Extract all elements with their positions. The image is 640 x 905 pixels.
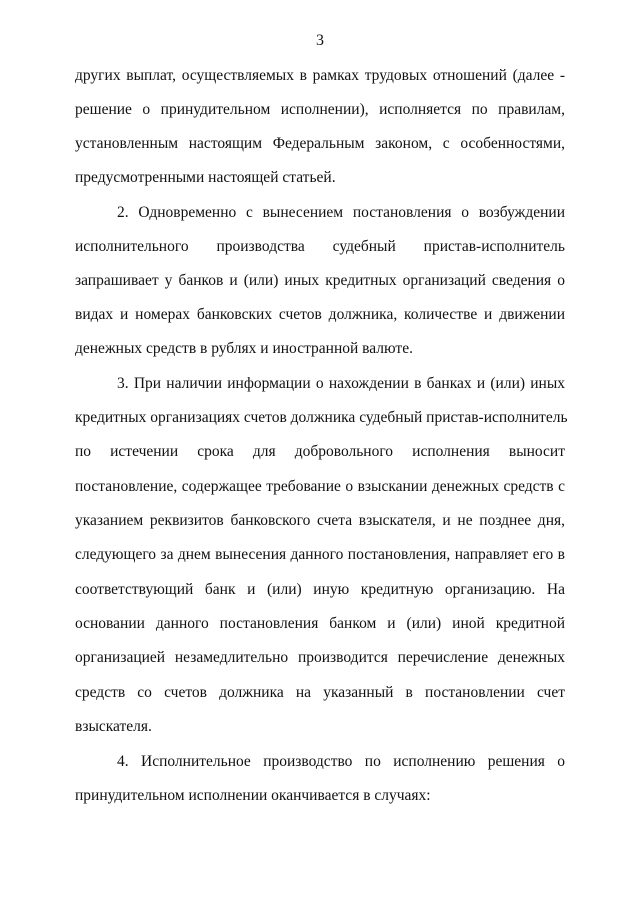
paragraph-3-start: 3. При наличии информации о нахождении в банках и (или) иных bbox=[117, 375, 565, 392]
text-line: взыскателя. bbox=[75, 718, 152, 735]
text-line: следующего за днем вынесения данного постановления, направляет его в bbox=[75, 546, 565, 563]
text-line: соответствующий банк и (или) иную кредитную организацию. На bbox=[75, 581, 565, 598]
text-line: денежных средств в рублях и иностранной валюте. bbox=[75, 340, 413, 357]
paragraph-2-start: 2. Одновременно с вынесением постановления о возбуждении bbox=[117, 204, 565, 221]
paragraph-4-start: 4. Исполнительное производство по исполнению решения о bbox=[117, 753, 565, 770]
text-line: других выплат, осуществляемых в рамках трудовых отношений (далее - bbox=[75, 67, 565, 84]
text-line: предусмотренными настоящей статьей. bbox=[75, 169, 336, 186]
text-line: принудительном исполнении оканчивается в случаях: bbox=[75, 787, 431, 804]
text-line: указанием реквизитов банковского счета взыскателя, и не позднее дня, bbox=[75, 512, 565, 529]
page-number: 3 bbox=[316, 32, 324, 49]
text-line: видах и номерах банковских счетов должника, количестве и движении bbox=[75, 306, 565, 323]
text-line: средств со счетов должника на указанный в постановлении счет bbox=[75, 684, 565, 701]
text-line: организацией незамедлительно производится перечисление денежных bbox=[75, 649, 565, 666]
text-line: запрашивает у банков и (или) иных кредитных организаций сведения о bbox=[75, 272, 565, 289]
text-line: постановление, содержащее требование о взыскании денежных средств с bbox=[75, 478, 565, 495]
text-line: исполнительного производства судебный пристав-исполнитель bbox=[75, 238, 565, 255]
text-line: кредитных организациях счетов должника судебный пристав-исполнитель bbox=[75, 409, 568, 426]
text-line: основании данного постановления банком и (или) иной кредитной bbox=[75, 615, 565, 632]
text-line: по истечении срока для добровольного исполнения выносит bbox=[75, 443, 565, 460]
text-line: решение о принудительном исполнении), исполняется по правилам, bbox=[75, 101, 565, 118]
text-line: установленным настоящим Федеральным законом, с особенностями, bbox=[75, 135, 565, 152]
